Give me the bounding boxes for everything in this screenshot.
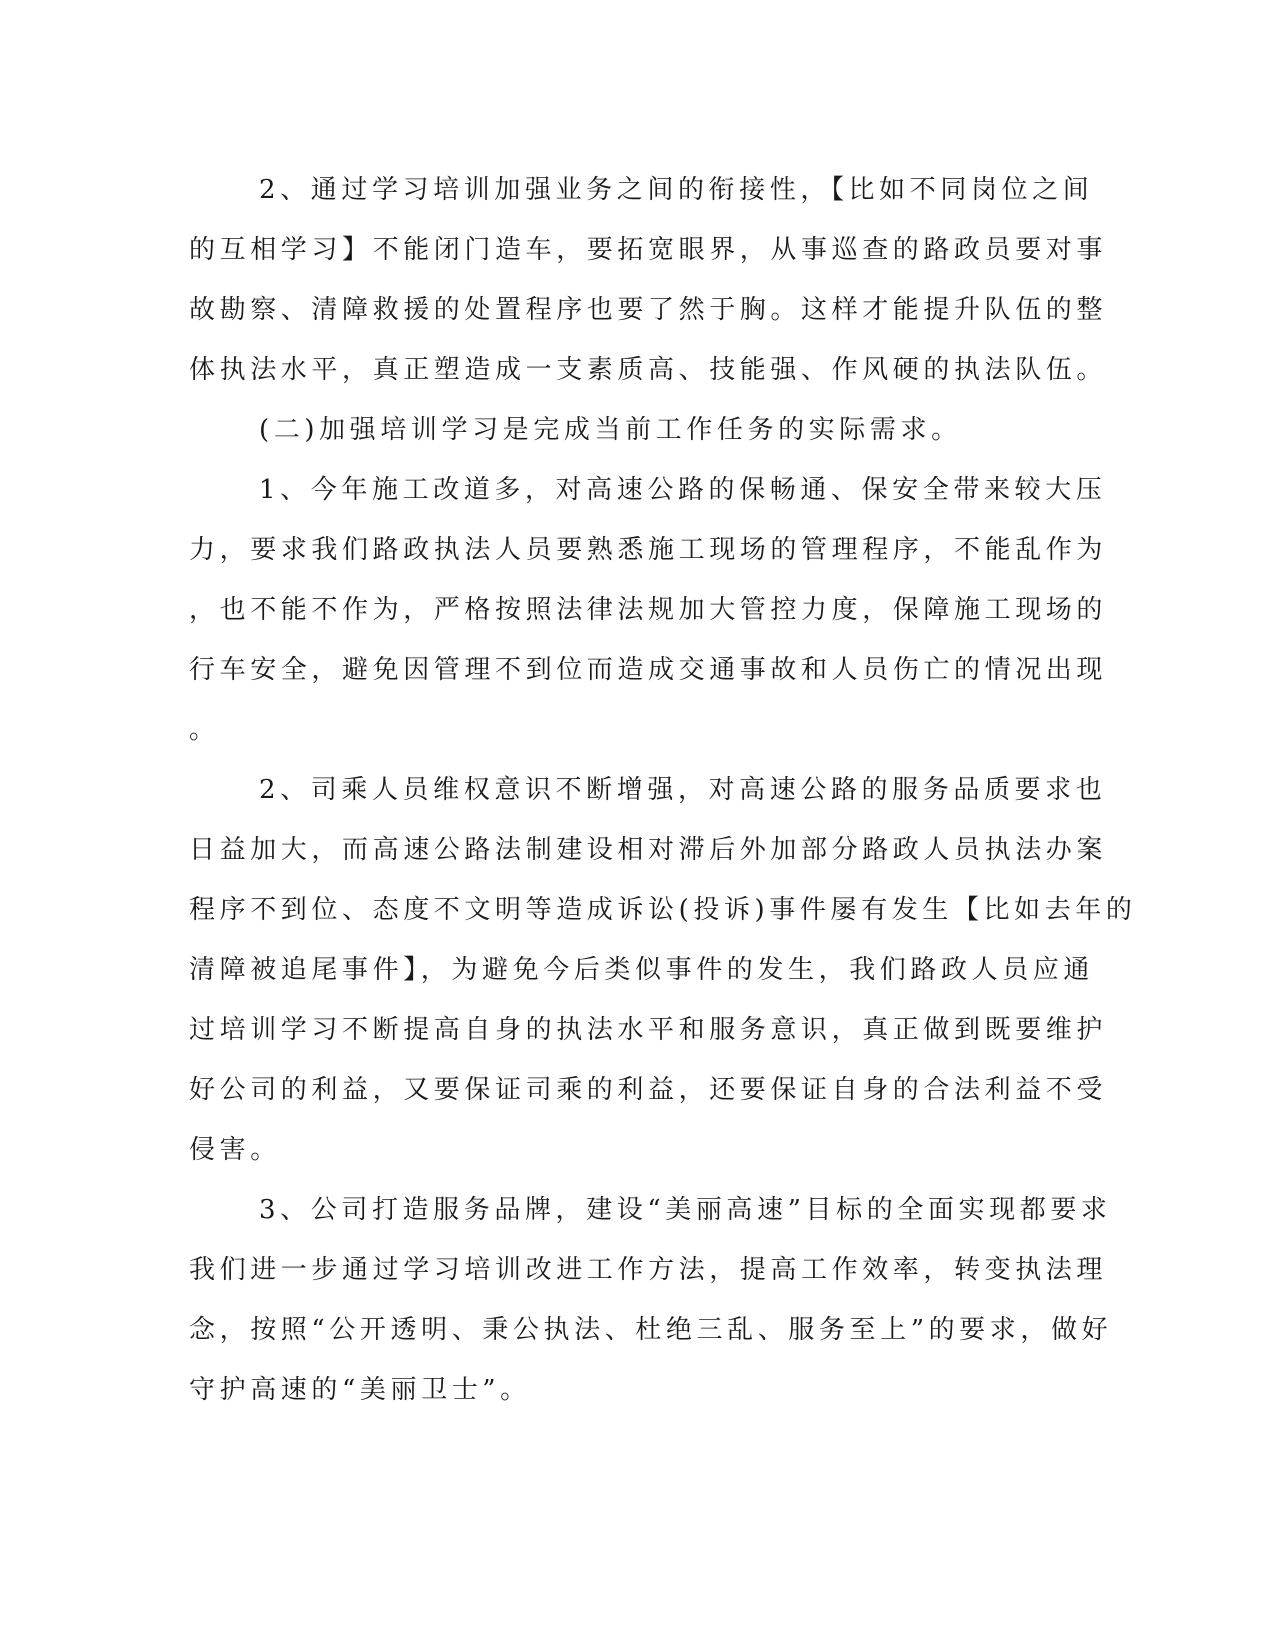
paragraph-line: 清障被追尾事件】，为避免今后类似事件的发生，我们路政人员应通 [189, 955, 1095, 985]
paragraph-line: 力，要求我们路政执法人员要熟悉施工现场的管理程序，不能乱作为 [189, 535, 1108, 565]
section-heading: (二)加强培训学习是完成当前工作任务的实际需求。 [259, 415, 962, 445]
paragraph-line: 侵害。 [189, 1135, 281, 1165]
paragraph-line: 2、通过学习培训加强业务之间的衔接性，【比如不同岗位之间 [259, 175, 1094, 205]
paragraph-line: 。 [189, 715, 220, 745]
paragraph-line: 体执法水平，真正塑造成一支素质高、技能强、作风硬的执法队伍。 [189, 355, 1108, 385]
paragraph-line: 2、司乘人员维权意识不断增强，对高速公路的服务品质要求也 [259, 775, 1107, 805]
paragraph-line: 日益加大，而高速公路法制建设相对滞后外加部分路政人员执法办案 [189, 835, 1108, 865]
paragraph-line: 故勘察、清障救援的处置程序也要了然于胸。这样才能提升队伍的整 [189, 295, 1108, 325]
paragraph-line: 守护高速的“美丽卫士”。 [189, 1375, 531, 1405]
paragraph-line: ，也不能不作为，严格按照法律法规加大管控力度，保障施工现场的 [189, 595, 1108, 625]
paragraph-line: 3、公司打造服务品牌，建设“美丽高速”目标的全面实现都要求 [259, 1195, 1112, 1225]
paragraph-line: 的互相学习】不能闭门造车，要拓宽眼界，从事巡查的路政员要对事 [189, 235, 1108, 265]
paragraph-line: 我们进一步通过学习培训改进工作方法，提高工作效率，转变执法理 [189, 1255, 1108, 1285]
paragraph-line: 1、今年施工改道多，对高速公路的保畅通、保安全带来较大压 [259, 475, 1107, 505]
paragraph-line: 好公司的利益，又要保证司乘的利益，还要保证自身的合法利益不受 [189, 1075, 1108, 1105]
paragraph-line: 念，按照“公开透明、秉公执法、杜绝三乱、服务至上”的要求，做好 [189, 1315, 1113, 1345]
document-body [189, 160, 1137, 1420]
paragraph-line: 程序不到位、态度不文明等造成诉讼(投诉)事件屡有发生【比如去年的 [189, 895, 1137, 925]
paragraph-line: 行车安全，避免因管理不到位而造成交通事故和人员伤亡的情况出现 [189, 655, 1108, 685]
paragraph-line: 过培训学习不断提高自身的执法水平和服务意识，真正做到既要维护 [189, 1015, 1108, 1045]
